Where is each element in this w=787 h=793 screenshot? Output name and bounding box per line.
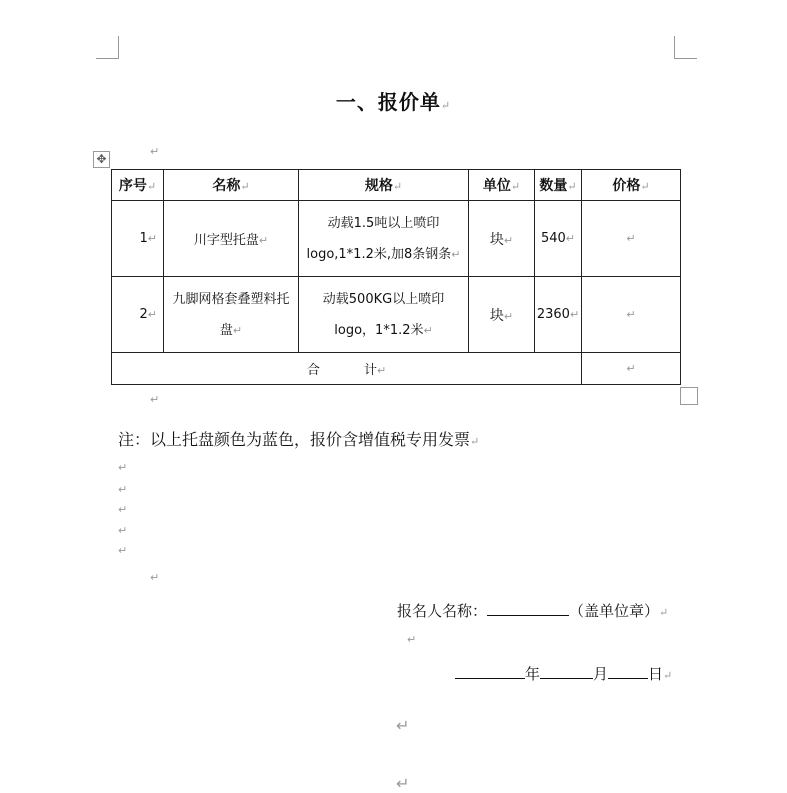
table-row xyxy=(112,201,681,277)
table-total-row xyxy=(112,353,681,385)
signature-blank[interactable] xyxy=(487,599,569,616)
cell-price[interactable]: ↵ xyxy=(582,201,681,277)
paragraph-mark: ↵ xyxy=(407,633,417,646)
header-cell[interactable]: 数量↵ xyxy=(535,170,582,201)
cell-unit[interactable]: 块↵ xyxy=(469,201,535,277)
paragraph-mark: ↵ xyxy=(118,524,128,537)
crop-mark-top-left xyxy=(96,36,119,59)
cell-spec[interactable]: 动载1.5吨以上喷印 logo,1*1.2米,加8条钢条↵ xyxy=(299,201,469,277)
quote-table xyxy=(111,169,681,385)
paragraph-mark: ↵ xyxy=(118,461,128,474)
month-blank[interactable] xyxy=(540,662,593,679)
table-header-row xyxy=(112,170,681,201)
header-cell[interactable]: 价格↵ xyxy=(582,170,681,201)
cell-qty[interactable]: 2360↵ xyxy=(535,277,582,353)
signature-line: 报名人名称： （盖单位章）↵ xyxy=(397,599,668,621)
table-row xyxy=(112,277,681,353)
cell-spec[interactable]: 动载500KG以上喷印 logo，1*1.2米↵ xyxy=(299,277,469,353)
cell-name[interactable]: 川字型托盘↵ xyxy=(164,201,299,277)
paragraph-mark: ↵ xyxy=(118,483,128,496)
paragraph-mark: ↵ xyxy=(150,145,160,158)
total-label-cell[interactable]: 合 计↵ xyxy=(112,353,582,385)
total-value-cell[interactable]: ↵ xyxy=(582,353,681,385)
header-cell[interactable]: 规格↵ xyxy=(299,170,469,201)
cell-price[interactable]: ↵ xyxy=(582,277,681,353)
header-cell[interactable]: 名称↵ xyxy=(164,170,299,201)
table-resize-handle[interactable] xyxy=(680,387,698,405)
cell-no[interactable]: 1↵ xyxy=(112,201,164,277)
paragraph-mark: ↵ xyxy=(118,544,128,557)
note-paragraph: 注：以上托盘颜色为蓝色，报价含增值税专用发票↵ xyxy=(118,430,480,449)
header-cell[interactable]: 序号↵ xyxy=(112,170,164,201)
table-move-handle-icon[interactable]: ✥ xyxy=(93,151,110,168)
document-title: 一、报价单↵ xyxy=(335,90,452,114)
year-blank[interactable] xyxy=(455,662,525,679)
paragraph-mark: ↵ xyxy=(396,774,410,793)
cell-no[interactable]: 2↵ xyxy=(112,277,164,353)
date-line: 年 月 日↵ xyxy=(455,662,672,684)
day-blank[interactable] xyxy=(608,662,648,679)
header-cell[interactable]: 单位↵ xyxy=(469,170,535,201)
cell-unit[interactable]: 块↵ xyxy=(469,277,535,353)
paragraph-mark: ↵ xyxy=(396,716,410,735)
paragraph-mark: ↵ xyxy=(118,503,128,516)
cell-name[interactable]: 九脚网格套叠塑料托盘↵ xyxy=(164,277,299,353)
paragraph-mark: ↵ xyxy=(150,571,160,584)
paragraph-mark: ↵ xyxy=(150,393,160,406)
cell-qty[interactable]: 540↵ xyxy=(535,201,582,277)
crop-mark-top-right xyxy=(674,36,697,59)
